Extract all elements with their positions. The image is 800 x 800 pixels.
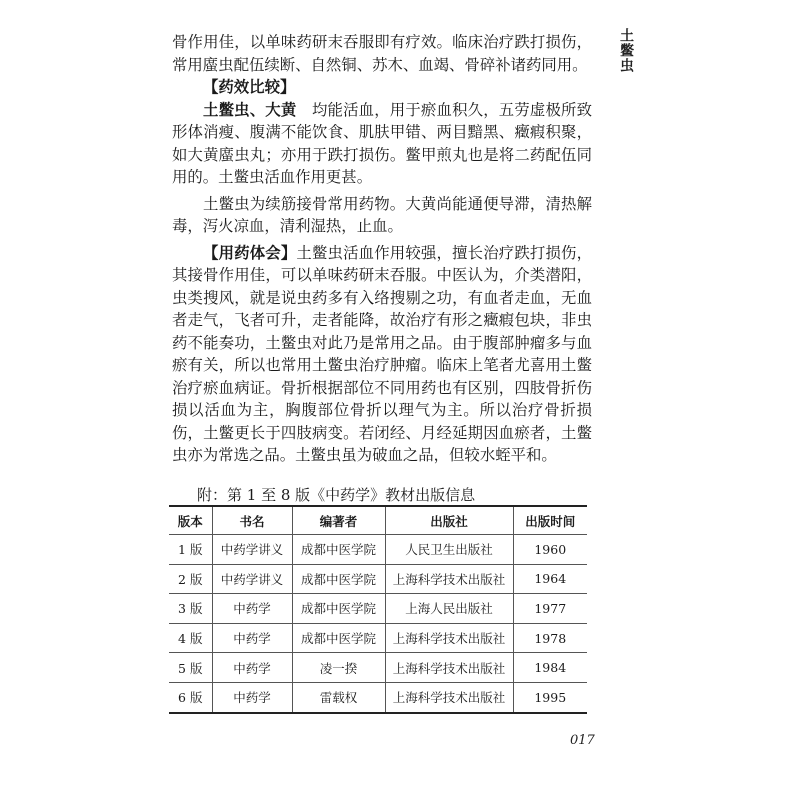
- cell-edition: 1 版: [169, 535, 212, 565]
- cell-year: 1978: [513, 623, 587, 653]
- cell-publisher: 上海科学技术出版社: [385, 682, 513, 712]
- cell-year: 1977: [513, 594, 587, 624]
- cell-edition: 2 版: [169, 564, 212, 594]
- edition-info-table: [169, 505, 587, 714]
- experience-heading: 【用药体会】: [203, 243, 297, 262]
- cell-author: 雷载权: [292, 682, 385, 712]
- header-publish-year: 出版时间: [513, 506, 587, 535]
- table-row: [169, 623, 587, 653]
- table-caption: 附：第 1 至 8 版《中药学》教材出版信息: [197, 486, 476, 504]
- cell-year: 1995: [513, 682, 587, 712]
- body-text-column: [172, 31, 592, 467]
- cell-author: 凌一揆: [292, 653, 385, 683]
- table-row: [169, 564, 587, 594]
- comparison-heading: 【药效比较】: [203, 78, 296, 96]
- experience-text: 土鳖虫活血作用较强，擅长治疗跌打损伤，其接骨作用佳，可以单味药研末吞服。中医认为，介类潜阳，虫类搜风，就是说虫药多有入络搜剔之功，有血者走血，无血者走气，飞者可升，走者能降，故治疗有形之癥瘕包块，非虫药不能奏功，土鳖虫对此乃是常用之品。由于腹部肿瘤多与血瘀有关，所以也常用土鳖虫治疗肿瘤。临床上笔者尤喜用土鳖治疗瘀血病证。骨折根据部位不同用药也有区别，四肢骨折伤损以活血为主，胸腹部位骨折以理气为主。所以治疗骨折损伤，土鳖更长于四肢病变。若闭经、月经延期因血瘀者，土鳖虫亦为常选之品。土鳖虫虽为破血之品，但较水蛭平和。: [172, 243, 592, 464]
- cell-year: 1960: [513, 535, 587, 565]
- header-author: 编著者: [292, 506, 385, 535]
- cell-author: 成都中医学院: [292, 535, 385, 565]
- continued-paragraph: 骨作用佳，以单味药研末吞服即有疗效。临床治疗跌打损伤，常用䗪虫配伍续断、自然铜、苏木、血竭、骨碎补诸药同用。: [172, 33, 592, 74]
- cell-publisher: 上海人民出版社: [385, 594, 513, 624]
- header-edition: 版本: [169, 506, 212, 535]
- comparison-paragraph-2: 土鳖虫为续筋接骨常用药物。大黄尚能通便导滞，清热解毒，泻火凉血，清利湿热，止血。: [172, 194, 592, 235]
- cell-author: 成都中医学院: [292, 594, 385, 624]
- header-publisher: 出版社: [385, 506, 513, 535]
- cell-edition: 4 版: [169, 623, 212, 653]
- cell-edition: 3 版: [169, 594, 212, 624]
- cell-year: 1964: [513, 564, 587, 594]
- cell-author: 成都中医学院: [292, 623, 385, 653]
- header-book-title: 书名: [212, 506, 292, 535]
- cell-book-title: 中药学: [212, 623, 292, 653]
- table-row: [169, 594, 587, 624]
- table-row: [169, 653, 587, 683]
- cell-publisher: 上海科学技术出版社: [385, 653, 513, 683]
- comparison-herbs: 土鳖虫、大黄: [203, 100, 297, 119]
- comparison-paragraph-1: [172, 99, 592, 189]
- side-chapter-tab: 土鳖虫: [618, 28, 634, 73]
- cell-publisher: 上海科学技术出版社: [385, 564, 513, 594]
- cell-book-title: 中药学讲义: [212, 564, 292, 594]
- page-number: 017: [570, 733, 595, 748]
- cell-book-title: 中药学讲义: [212, 535, 292, 565]
- experience-paragraph: [172, 242, 592, 467]
- table-row: [169, 682, 587, 712]
- table-row: [169, 535, 587, 565]
- cell-publisher: 人民卫生出版社: [385, 535, 513, 565]
- cell-author: 成都中医学院: [292, 564, 385, 594]
- cell-edition: 6 版: [169, 682, 212, 712]
- cell-publisher: 上海科学技术出版社: [385, 623, 513, 653]
- comparison-text-1: 均能活血，用于瘀血积久，五劳虚极所致形体消瘦、腹满不能饮食、肌肤甲错、两目黯黑、癥瘕积聚，如大黄䗪虫丸；亦用于跌打损伤。鳖甲煎丸也是将二药配伍同用的。土鳖虫活血作用更甚。: [172, 100, 592, 186]
- cell-year: 1984: [513, 653, 587, 683]
- cell-edition: 5 版: [169, 653, 212, 683]
- cell-book-title: 中药学: [212, 653, 292, 683]
- cell-book-title: 中药学: [212, 594, 292, 624]
- cell-book-title: 中药学: [212, 682, 292, 712]
- comparison-heading-line: [172, 76, 592, 99]
- table-header-row: [169, 506, 587, 535]
